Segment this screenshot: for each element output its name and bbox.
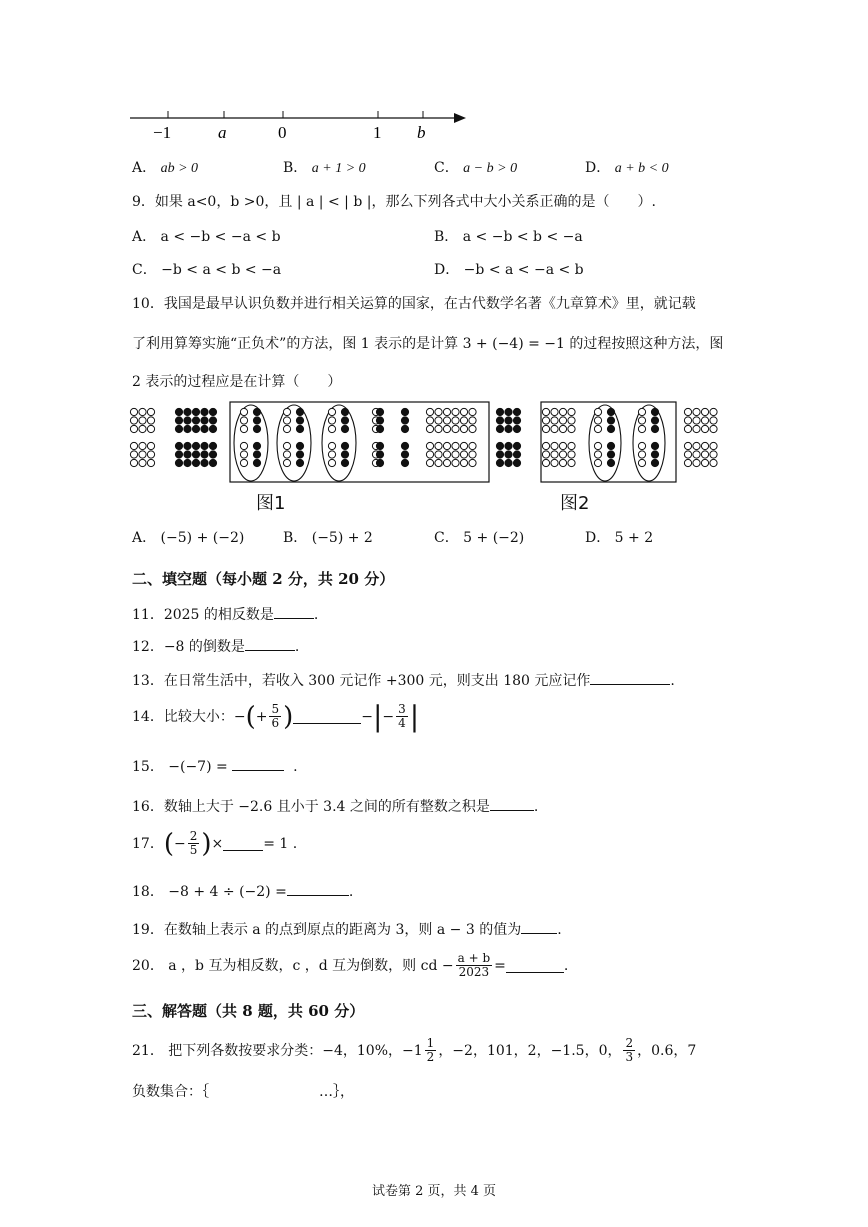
rod-dot	[341, 425, 348, 432]
rod-dot	[568, 417, 575, 424]
rod-dot	[139, 459, 146, 466]
q10-line3: 2 表示的过程应是在计算（ ）	[132, 374, 342, 390]
rod-dot	[283, 425, 290, 432]
rod-dot	[496, 459, 503, 466]
rod-dot	[551, 459, 558, 466]
rod-dot	[542, 442, 549, 449]
q10-option-c[interactable]: C． 5 + (−2)	[434, 530, 525, 546]
rod-dot	[638, 417, 645, 424]
q19: 19．在数轴上表示 a 的点到原点的距离为 3，则 a − 3 的值为 .	[132, 919, 562, 940]
rod-dot	[184, 417, 191, 424]
rod-dot	[130, 408, 137, 415]
q9-option-d[interactable]: D． −b < a < −a < b	[434, 262, 584, 278]
q20: 20． a ，b 互为相反数，c ，d 互为倒数，则 cd − $\frac{a + b}{2023}$ = .	[132, 951, 569, 979]
rod-dot	[513, 442, 520, 449]
answer-blank[interactable]	[521, 919, 557, 934]
section-heading: 二、填空题（每小题 2 分，共 20 分）	[132, 570, 395, 588]
rod-dot	[460, 459, 467, 466]
rod-dot	[452, 459, 459, 466]
q18: 18． −8 + 4 ÷ (−2) = .	[132, 881, 353, 902]
rod-dot	[328, 425, 335, 432]
rod-dot	[693, 451, 700, 458]
rod-dot	[401, 408, 408, 415]
rod-dot	[452, 425, 459, 432]
pair-ellipse	[322, 405, 356, 481]
rod-dot	[651, 408, 658, 415]
rod-dot	[638, 451, 645, 458]
q21-stem: 21． 把下列各数按要求分类：−4，10%，−1 $\frac{1}{2}$ ，−2，101，2，−1.5，0， $\frac{2}{3}$ ，0.6，7	[132, 1036, 697, 1064]
rod-dot	[542, 408, 549, 415]
rod-dot	[568, 442, 575, 449]
rod-dot	[496, 417, 503, 424]
rod-dot	[710, 408, 717, 415]
rod-dot	[460, 408, 467, 415]
rod-dot	[710, 442, 717, 449]
section-heading: 三、解答题（共 8 题，共 60 分）	[132, 1002, 365, 1020]
page-footer: 试卷第 2 页，共 4 页	[371, 1184, 497, 1199]
rod-dot	[513, 459, 520, 466]
rod-dot	[684, 459, 691, 466]
rod-dot	[693, 425, 700, 432]
rod-dot	[505, 425, 512, 432]
rod-dot	[184, 408, 191, 415]
tick-label: b	[417, 123, 426, 142]
rod-dot	[184, 451, 191, 458]
rod-dot	[435, 425, 442, 432]
rod-dot	[559, 459, 566, 466]
rod-dot	[426, 459, 433, 466]
answer-blank[interactable]	[274, 604, 314, 619]
rod-dot	[341, 451, 348, 458]
rod-dot	[443, 442, 450, 449]
rod-dot	[130, 459, 137, 466]
rod-dot	[130, 417, 137, 424]
rod-dot	[435, 451, 442, 458]
rod-dot	[401, 417, 408, 424]
rod-dot	[401, 451, 408, 458]
rod-dot	[513, 425, 520, 432]
q8-option-b[interactable]: B． a + 1 > 0	[283, 160, 366, 176]
rod-dot	[638, 425, 645, 432]
rod-dot	[684, 451, 691, 458]
rod-dot	[452, 408, 459, 415]
rod-dot	[147, 442, 154, 449]
rod-dot	[426, 417, 433, 424]
answer-blank[interactable]	[293, 709, 361, 724]
rod-dot	[296, 408, 303, 415]
rod-dot	[192, 408, 199, 415]
answer-blank[interactable]	[232, 756, 284, 771]
rod-dot	[184, 459, 191, 466]
rod-dot	[568, 459, 575, 466]
q10-option-a[interactable]: A． (−5) + (−2)	[132, 530, 245, 546]
rod-dot	[684, 425, 691, 432]
rod-dot	[693, 459, 700, 466]
rod-dot	[684, 442, 691, 449]
rod-dot	[469, 417, 476, 424]
rod-dot	[710, 417, 717, 424]
rod-dot	[638, 442, 645, 449]
rod-dot	[651, 425, 658, 432]
rod-dot	[426, 425, 433, 432]
pair-ellipse	[234, 405, 268, 481]
rod-dot	[175, 442, 182, 449]
rod-dot	[139, 451, 146, 458]
rod-dot	[240, 442, 247, 449]
rod-dot	[594, 451, 601, 458]
rod-dot	[638, 459, 645, 466]
rod-dot	[376, 442, 383, 449]
answer-blank[interactable]	[506, 958, 564, 973]
rod-dot	[192, 442, 199, 449]
rod-dot	[240, 417, 247, 424]
q11: 11．2025 的相反数是 .	[132, 604, 318, 625]
rod-dot	[376, 425, 383, 432]
rod-dot	[341, 417, 348, 424]
rod-dot	[147, 451, 154, 458]
q10-option-b[interactable]: B． (−5) + 2	[283, 530, 373, 546]
rod-dot	[175, 451, 182, 458]
answer-blank[interactable]	[223, 836, 263, 851]
pair-ellipse	[633, 405, 665, 481]
rod-dot	[240, 408, 247, 415]
q13: 13．在日常生活中，若收入 300 元记作 +300 元，则支出 180 元应记作 .	[132, 670, 675, 691]
rod-dot	[651, 417, 658, 424]
rod-dot	[341, 459, 348, 466]
rod-dot	[296, 451, 303, 458]
rod-dot	[328, 451, 335, 458]
rod-dot	[513, 451, 520, 458]
q9-option-b[interactable]: B． a < −b < b < −a	[434, 229, 583, 245]
rod-dot	[513, 408, 520, 415]
rod-dot	[209, 417, 216, 424]
rod-dot	[283, 408, 290, 415]
rod-dot	[607, 425, 614, 432]
rod-dot	[253, 442, 260, 449]
tick-label: −1	[153, 123, 172, 142]
rod-dot	[240, 425, 247, 432]
rod-dot	[460, 425, 467, 432]
rod-dot	[192, 425, 199, 432]
rod-dot	[496, 425, 503, 432]
rod-dot	[209, 459, 216, 466]
q10-option-d[interactable]: D． 5 + 2	[585, 530, 654, 546]
rod-dot	[401, 425, 408, 432]
q12: 12．−8 的倒数是 .	[132, 636, 299, 657]
rod-dot	[253, 425, 260, 432]
rod-dot	[443, 408, 450, 415]
rod-dot	[184, 442, 191, 449]
rod-dot	[559, 425, 566, 432]
rod-dot	[710, 459, 717, 466]
rod-dot	[192, 451, 199, 458]
rod-dot	[701, 408, 708, 415]
rod-dot	[693, 408, 700, 415]
rod-dot	[607, 417, 614, 424]
rod-dot	[607, 442, 614, 449]
rod-dot	[452, 442, 459, 449]
rod-dot	[542, 451, 549, 458]
answer-blank[interactable]	[245, 636, 295, 651]
rod-dot	[175, 459, 182, 466]
rod-dot	[551, 442, 558, 449]
rod-dot	[559, 451, 566, 458]
rod-dot	[253, 459, 260, 466]
rod-dot	[435, 417, 442, 424]
rod-dot	[426, 442, 433, 449]
rod-dot	[240, 451, 247, 458]
rod-dot	[209, 425, 216, 432]
rod-dot	[296, 417, 303, 424]
q17: 17． ( − $\frac{2}{5}$ ) × = 1 .	[132, 828, 298, 859]
rod-dot	[209, 451, 216, 458]
rod-dot	[130, 425, 137, 432]
rod-dot	[139, 442, 146, 449]
q16: 16．数轴上大于 −2.6 且小于 3.4 之间的所有整数之积是 .	[132, 796, 538, 817]
rod-dot	[175, 408, 182, 415]
rod-dot	[192, 417, 199, 424]
rod-dot	[638, 408, 645, 415]
pair-ellipse	[589, 405, 621, 481]
rod-dot	[328, 417, 335, 424]
rod-dot	[469, 451, 476, 458]
rod-dot	[542, 417, 549, 424]
q14: 14．比较大小： − ( + $\frac{5}{6}$ ) − | − $\frac{3}{4}$ |	[132, 699, 420, 733]
rod-dot	[296, 442, 303, 449]
rod-dot	[607, 451, 614, 458]
rod-dot	[201, 459, 208, 466]
rod-dot	[607, 459, 614, 466]
rod-dot	[443, 451, 450, 458]
rod-dot	[328, 459, 335, 466]
rod-dot	[505, 459, 512, 466]
rod-dot	[651, 451, 658, 458]
rod-dot	[443, 417, 450, 424]
rod-dot	[253, 408, 260, 415]
rod-dot	[147, 408, 154, 415]
q9-option-c[interactable]: C． −b < a < b < −a	[132, 262, 282, 278]
rod-dot	[240, 459, 247, 466]
rod-dot	[469, 459, 476, 466]
rod-dot	[283, 451, 290, 458]
q10-line1: 10．我国是最早认识负数并进行相关运算的国家，在古代数学名著《九章算术》里，就记载	[132, 296, 696, 312]
negative-set-line: 负数集合：｛ …｝，	[132, 1084, 354, 1100]
rod-dot	[376, 417, 383, 424]
rod-dot	[542, 425, 549, 432]
rod-dot	[496, 442, 503, 449]
q8-option-c[interactable]: C． a − b > 0	[434, 160, 518, 176]
rod-dot	[201, 442, 208, 449]
rod-dot	[460, 451, 467, 458]
rod-dot	[253, 451, 260, 458]
rod-dot	[568, 408, 575, 415]
rod-dot	[328, 442, 335, 449]
rod-dot	[328, 408, 335, 415]
rod-dot	[201, 451, 208, 458]
rod-dot	[201, 417, 208, 424]
rod-dot	[147, 425, 154, 432]
rod-dot	[426, 451, 433, 458]
number-line	[128, 100, 473, 145]
rod-dot	[283, 417, 290, 424]
rod-dot	[147, 459, 154, 466]
rod-dot	[130, 451, 137, 458]
rod-dot	[184, 425, 191, 432]
rod-dot	[209, 442, 216, 449]
rod-dot	[139, 417, 146, 424]
rod-dot	[559, 408, 566, 415]
rod-dot	[452, 451, 459, 458]
rod-dot	[559, 417, 566, 424]
rod-dot	[607, 408, 614, 415]
q10-line2: 了利用算筹实施“正负术”的方法，图 1 表示的是计算 3 + (−4) = −1 的过程按照这种方法，图	[132, 336, 724, 352]
rod-dot	[435, 442, 442, 449]
answer-blank[interactable]	[490, 796, 534, 811]
rod-dot	[568, 425, 575, 432]
rod-dot	[594, 417, 601, 424]
rod-dot	[551, 425, 558, 432]
rod-dot	[559, 442, 566, 449]
rod-dot	[496, 451, 503, 458]
rod-dot	[701, 417, 708, 424]
rod-dot	[693, 417, 700, 424]
rod-dot	[469, 442, 476, 449]
rod-dot	[594, 459, 601, 466]
rod-dot	[594, 442, 601, 449]
q9-stem: 9．如果 a<0，b >0，且 | a | < | b |，那么下列各式中大小关系正确的是（ ）.	[132, 194, 656, 210]
rod-dot	[701, 442, 708, 449]
figure1-caption: 图1	[256, 493, 286, 514]
rod-dot	[296, 459, 303, 466]
rod-dot	[376, 408, 383, 415]
rod-dot	[147, 417, 154, 424]
rod-dot	[175, 425, 182, 432]
rod-dot	[496, 408, 503, 415]
rod-dot	[551, 417, 558, 424]
rod-dot	[139, 408, 146, 415]
rod-dot	[253, 417, 260, 424]
rod-dot	[469, 425, 476, 432]
rod-dot	[460, 417, 467, 424]
q8-option-a[interactable]: A． ab > 0	[132, 160, 199, 176]
rod-dot	[505, 442, 512, 449]
rod-dot	[435, 408, 442, 415]
rod-dot	[710, 425, 717, 432]
rod-dot	[701, 425, 708, 432]
pair-ellipse	[277, 405, 311, 481]
rod-dot	[568, 451, 575, 458]
tick-label: 0	[278, 123, 287, 142]
rod-dot	[701, 451, 708, 458]
rod-dot	[341, 408, 348, 415]
rod-dot	[401, 442, 408, 449]
rod-dot	[469, 408, 476, 415]
rod-dot	[201, 425, 208, 432]
rod-dot	[341, 442, 348, 449]
rod-dot	[551, 408, 558, 415]
figure2-caption: 图2	[560, 493, 590, 514]
rod-dot	[710, 451, 717, 458]
rod-dot	[651, 442, 658, 449]
rod-dot	[283, 442, 290, 449]
rod-dot	[401, 459, 408, 466]
answer-blank[interactable]	[287, 881, 349, 896]
rod-dot	[376, 459, 383, 466]
rod-dot	[139, 425, 146, 432]
tick-label: a	[218, 123, 227, 142]
rod-dot	[505, 451, 512, 458]
rod-dot	[175, 417, 182, 424]
rod-dot	[651, 459, 658, 466]
rod-dot	[201, 408, 208, 415]
rod-dot	[542, 459, 549, 466]
rod-dot	[693, 442, 700, 449]
rod-dot	[443, 459, 450, 466]
tick-label: 1	[373, 123, 382, 142]
counting-rods-figures	[128, 400, 728, 485]
rod-dot	[130, 442, 137, 449]
rod-dot	[376, 451, 383, 458]
rod-dot	[435, 459, 442, 466]
rod-dot	[701, 459, 708, 466]
rod-dot	[684, 417, 691, 424]
rod-dot	[460, 442, 467, 449]
rod-dot	[296, 425, 303, 432]
answer-blank[interactable]	[590, 670, 670, 685]
rod-dot	[192, 459, 199, 466]
rod-dot	[283, 459, 290, 466]
rod-dot	[505, 417, 512, 424]
q9-option-a[interactable]: A． a < −b < −a < b	[132, 229, 281, 245]
q15: 15． −(−7) = .	[132, 756, 298, 777]
rod-dot	[505, 408, 512, 415]
rod-dot	[426, 408, 433, 415]
q8-option-d[interactable]: D． a + b < 0	[585, 160, 669, 176]
rod-dot	[452, 417, 459, 424]
rod-dot	[594, 408, 601, 415]
rod-dot	[684, 408, 691, 415]
rod-dot	[551, 451, 558, 458]
rod-dot	[594, 425, 601, 432]
rod-dot	[513, 417, 520, 424]
rod-dot	[209, 408, 216, 415]
rod-dot	[443, 425, 450, 432]
